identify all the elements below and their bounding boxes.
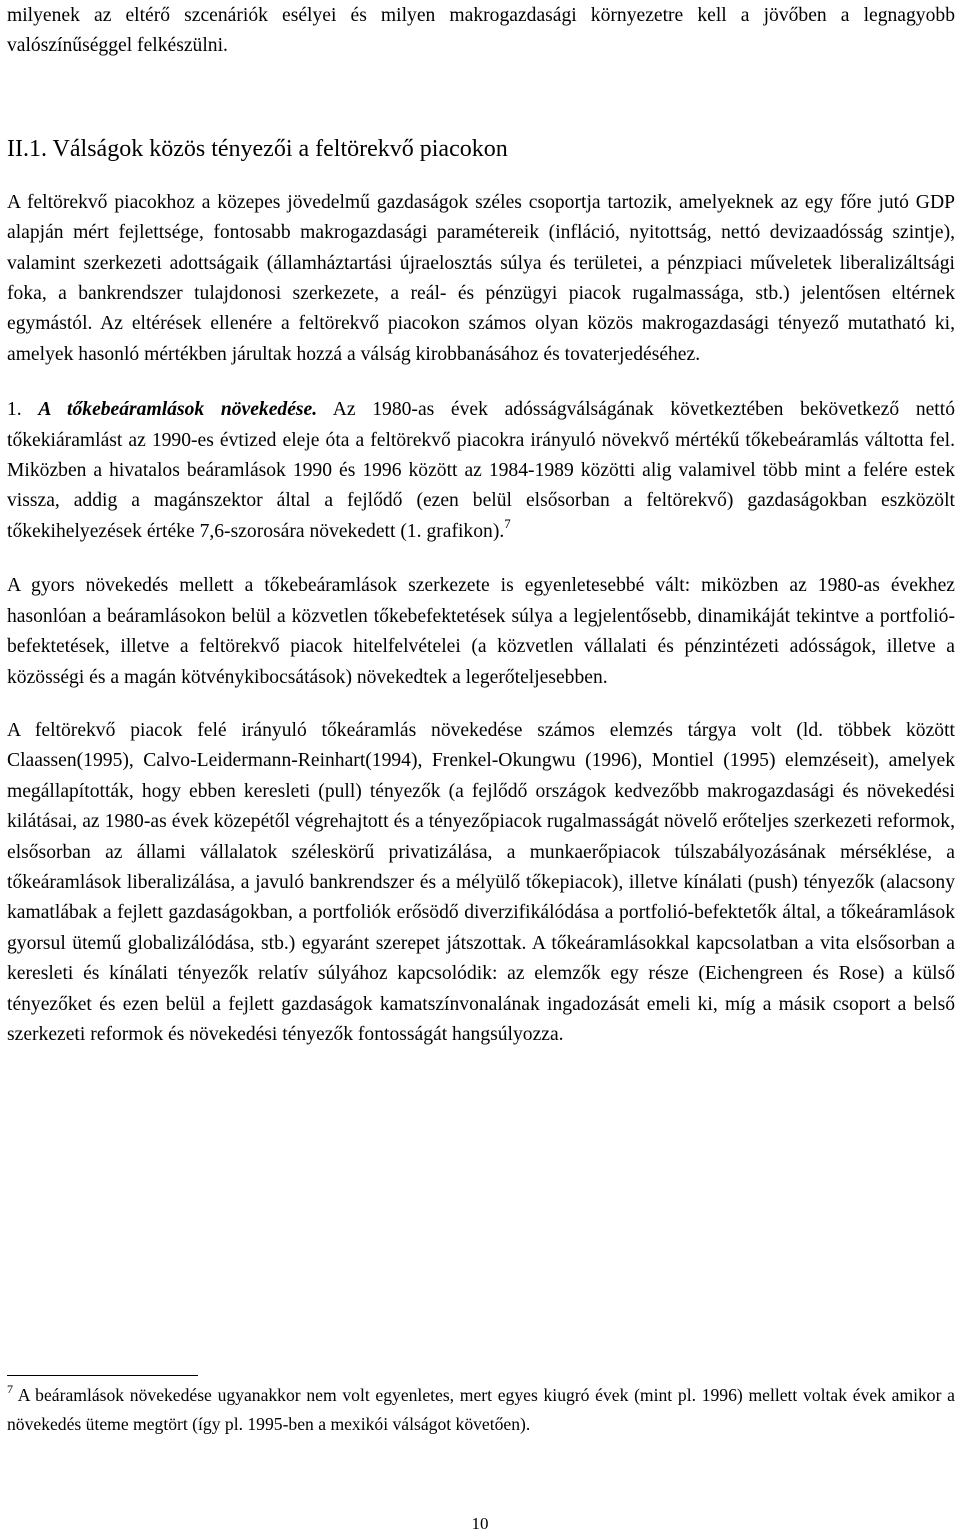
footnote [7,1381,955,1438]
footnote-text: A beáramlások növekedése ugyanakkor nem volt egyenletes, mert egyes kiugró évek (mint pl. 1996) mellett voltak évek amikor a növekedés üteme megtört (így pl. 1995-ben a mexikói válságot követően). [7,1385,955,1434]
paragraph-2-lead: A tőkebeáramlások növekedése. [38,399,318,421]
paragraph-2 [7,395,955,547]
paragraph-4: A feltörekvő piacok felé irányuló tőkeáramlás növekedése számos elemzés tárgya volt (ld. többek között Claassen(1995), Calvo-Leidermann-Reinhart(1994), Frenkel-Okungwu (1996), Montiel (1995) elemzéseit), amelyek megállapították, hogy ebben keresleti (pull) tényezők (a fejlődő országok kedvezőbb makrogazdasági és növekedési kilátásai, az 1980-as évek közepétől végrehajtott és a tényezőpiacok rugalmasságát növelő erőteljes szerkezeti reformok, elsősorban az állami vállalatok széleskörű privatizálása, a munkaerőpiacok túlszabályozásának mérséklése, a tőkeáramlások liberalizálása, a javuló bankrendszer és a mélyülő tőkepiacok), illetve kínálati (push) tényezők (alacsony kamatlábak a fejlett gazdaságokban, a portfoliók erősödő diverzifikálódása a portfolió-befektetők által, a tőkeáramlások gyorsul ütemű globalizálódása, stb.) egyaránt szerepet játszottak. A tőkeáramlásokkal kapcsolatban a vita elsősorban a keresleti és kínálati tényezők relatív súlyához kapcsolódik: az elemzők egy része (Eichengreen és Rose) a külső tényezőket és ezen belül a fejlett gazdaságok kamatszínvonalának ingadozását emeli ki, míg a másik csoport a belső szerkezeti reformok és növekedési tényezők fontosságát hangsúlyozza. [7,719,955,1045]
footnote-reference[interactable]: 7 [504,515,511,531]
section-heading: II.1. Válságok közös tényezői a feltörekvő piacokon [7,135,508,162]
paragraph-1: A feltörekvő piacokhoz a közepes jövedelmű gazdaságok széles csoportja tartozik, amelyeknek az egy főre jutó GDP alapján mért fejlettsége, fontosabb makrogazdasági paramétereik (infláció, nyitottság, nettó devizaadósság szintje), valamint szerkezeti adottságaik (államháztartási újraelosztás súlya és területei, a pénzpiaci műveletek liberalizáltsági foka, a bankrendszer tulajdonosi szerkezete, a reál- és pénzügyi piacok rugalmassága, stb.) jelentősen eltérnek egymástól. Az eltérések ellenére a feltörekvő piacokon számos olyan közös makrogazdasági tényező mutatható ki, amelyek hasonló mértékben járultak hozzá a válság kirobbanásához és tovaterjedéséhez. [7,191,955,365]
paragraph-2-number: 1. [7,399,22,421]
footnote-number: 7 [7,1382,13,1396]
intro-paragraph: milyenek az eltérő szcenáriók esélyei és milyen makrogazdasági környezetre kell a jövőben a legnagyobb valószínűséggel felkészülni. [7,5,955,57]
page-number: 10 [471,1514,489,1533]
document-page [7,0,955,1050]
paragraph-3: A gyors növekedés mellett a tőkebeáramlások szerkezete is egyenletesebbé vált: miközben az 1980-as évekhez hasonlóan a beáramlásokon belül a közvetlen tőkebefektetések súlya a legjelentősebb, dinamikáját tekintve a portfolió-befektetések, illetve a feltörekvő piacok hitelfelvételei (a közvetlen vállalati és pénzintézeti adósságok, illetve a közösségi és a magán kötvénykibocsátások) növekedtek a legerőteljesebben. [7,575,955,688]
paragraph-2-body: Az 1980-as évek adósságválságának következtében bekövetkező nettó tőkekiáramlást az 1990-es évtized eleje óta a feltörekvő piacokra irányuló növekvő mértékű tőkebeáramlás váltotta fel. Miközben a hivatalos beáramlások 1990 és 1996 között az 1984-1989 közötti alig valamivel több mint a felére estek vissza, addig a magánszektor által a fejlődő (ezen belül elsősorban a feltörekvő) gazdaságokban eszközölt tőkekihelyezések értéke 7,6-szorosára növekedett (1. grafikon). [7,399,955,542]
footnote-divider [7,1375,198,1376]
